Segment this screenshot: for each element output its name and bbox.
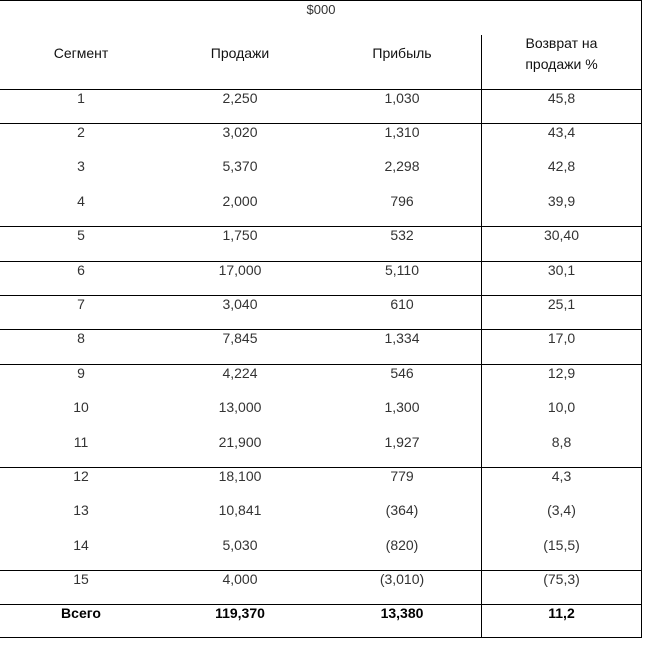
sales-cell: 5,030 bbox=[222, 537, 258, 553]
sales-cell: 4,000 bbox=[222, 571, 258, 587]
units-label: $000 bbox=[306, 2, 336, 17]
return-cell: (75,3) bbox=[543, 571, 580, 587]
sales-cell: 2,000 bbox=[222, 193, 258, 209]
sales-cell: 17,000 bbox=[218, 262, 262, 278]
header-return bbox=[481, 33, 642, 75]
segment-cell: 4 bbox=[77, 193, 85, 209]
return-cell: 43,4 bbox=[547, 124, 576, 140]
segment-cell: 3 bbox=[77, 158, 85, 174]
return-cell: 17,0 bbox=[547, 330, 576, 346]
header-return-line2: продажи % bbox=[525, 56, 598, 72]
return-cell: (15,5) bbox=[543, 537, 580, 553]
sales-cell: 1,750 bbox=[222, 227, 258, 243]
sales-cell: 2,250 bbox=[222, 90, 258, 106]
header-sales: Продажи bbox=[210, 45, 270, 61]
profit-cell: 1,030 bbox=[384, 90, 420, 106]
profit-cell: 796 bbox=[390, 193, 414, 209]
sales-cell: 7,845 bbox=[222, 330, 258, 346]
segment-cell: 2 bbox=[77, 124, 85, 140]
return-cell: 11,2 bbox=[548, 605, 575, 621]
profit-cell: (820) bbox=[385, 537, 419, 553]
profit-cell: (364) bbox=[385, 502, 419, 518]
sales-cell: 13,000 bbox=[218, 399, 262, 415]
segment-cell: 7 bbox=[77, 296, 85, 312]
profit-cell: 1,334 bbox=[384, 330, 420, 346]
profit-cell: 13,380 bbox=[380, 605, 424, 621]
return-cell: 39,9 bbox=[547, 193, 576, 209]
profit-cell: 2,298 bbox=[384, 158, 420, 174]
return-cell: 4,3 bbox=[551, 468, 572, 484]
sales-cell: 5,370 bbox=[222, 158, 258, 174]
sales-cell: 10,841 bbox=[218, 502, 262, 518]
segment-cell: Всего bbox=[61, 605, 101, 621]
profit-cell: 779 bbox=[390, 468, 414, 484]
return-cell: 10,0 bbox=[547, 399, 576, 415]
profit-cell: 5,110 bbox=[385, 262, 419, 278]
header-profit: Прибыль bbox=[372, 45, 432, 61]
profit-cell: 1,927 bbox=[384, 434, 420, 450]
segment-cell: 12 bbox=[73, 468, 89, 484]
segment-cell: 13 bbox=[73, 502, 89, 518]
return-cell: 42,8 bbox=[547, 158, 576, 174]
segment-cell: 5 bbox=[77, 227, 85, 243]
return-cell: 45,8 bbox=[547, 90, 576, 106]
return-cell: 12,9 bbox=[547, 365, 576, 381]
sales-cell: 21,900 bbox=[218, 434, 262, 450]
segment-cell: 1 bbox=[77, 90, 85, 106]
profit-cell: 1,310 bbox=[384, 124, 420, 140]
profit-cell: 1,300 bbox=[384, 399, 420, 415]
sales-cell: 4,224 bbox=[222, 365, 258, 381]
segment-cell: 6 bbox=[77, 262, 85, 278]
profit-cell: (3,010) bbox=[379, 571, 425, 587]
sales-cell: 119,370 bbox=[215, 605, 265, 621]
segment-cell: 8 bbox=[77, 330, 85, 346]
sales-cell: 3,020 bbox=[222, 124, 258, 140]
return-cell: 8,8 bbox=[551, 434, 572, 450]
profit-cell: 610 bbox=[390, 296, 414, 312]
segment-cell: 9 bbox=[77, 365, 85, 381]
return-cell: (3,4) bbox=[547, 502, 576, 518]
sales-cell: 18,100 bbox=[218, 468, 262, 484]
profit-cell: 532 bbox=[390, 227, 414, 243]
return-cell: 30,40 bbox=[543, 227, 580, 243]
segment-cell: 15 bbox=[73, 571, 89, 587]
return-cell: 25,1 bbox=[547, 296, 576, 312]
segment-cell: 11 bbox=[73, 434, 89, 450]
sales-cell: 3,040 bbox=[222, 296, 258, 312]
header-return-line1: Возврат на bbox=[525, 35, 598, 51]
segment-cell: 10 bbox=[73, 399, 89, 415]
segment-cell: 14 bbox=[73, 537, 89, 553]
return-cell: 30,1 bbox=[547, 262, 576, 278]
profit-cell: 546 bbox=[390, 365, 414, 381]
header-segment: Сегмент bbox=[53, 45, 109, 61]
